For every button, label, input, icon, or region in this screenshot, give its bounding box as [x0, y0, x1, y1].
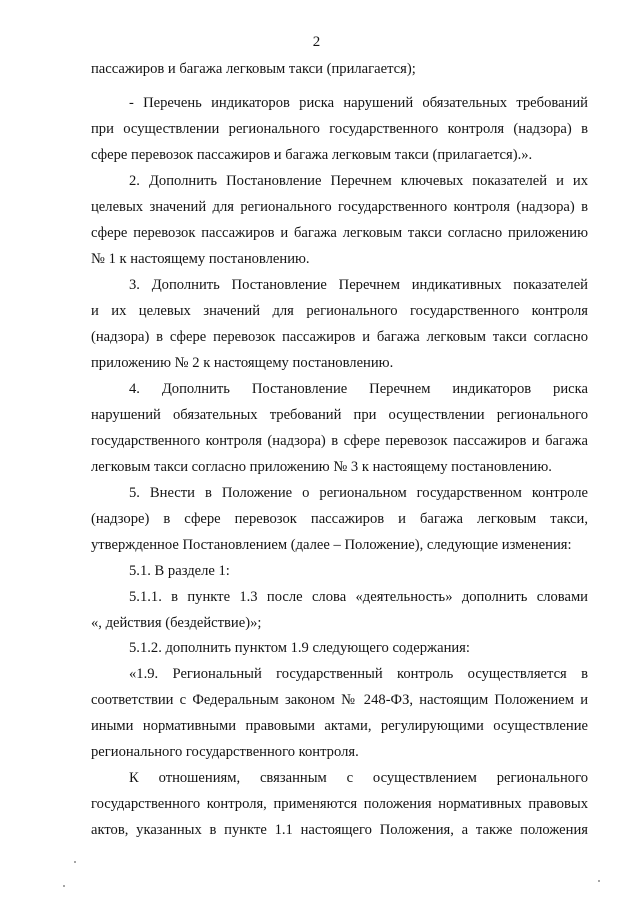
text-line: 5.1.2. дополнить пунктом 1.9 следующего содержания:	[129, 640, 470, 656]
text-line: иными нормативными правовыми актами, регулирующими осуществление	[91, 719, 588, 734]
text-line: и их целевых значений для регионального государственного контроля	[91, 304, 588, 319]
text-line: «, действия (бездействие)»;	[91, 615, 262, 631]
text-line: сфере перевозок пассажиров и багажа легковым такси согласно приложению	[91, 226, 588, 241]
text-line: государственного контроля, применяются положения нормативных правовых	[91, 797, 588, 812]
text-line: 3. Дополнить Постановление Перечнем индикативных показателей	[129, 278, 588, 293]
text-line: «1.9. Региональный государственный контроль осуществляется в	[129, 667, 588, 682]
text-line: 5.1. В разделе 1:	[129, 563, 230, 579]
text-line: при осуществлении регионального государственного контроля (надзора) в	[91, 122, 588, 137]
text-line: (надзора) в сфере перевозок пассажиров и багажа легковым такси согласно	[91, 330, 588, 345]
text-line: пассажиров и багажа легковым такси (прилагается);	[91, 61, 416, 77]
scan-speck	[63, 885, 65, 887]
scan-speck	[74, 861, 76, 863]
text-line: № 1 к настоящему постановлению.	[91, 251, 310, 267]
text-line: актов, указанных в пункте 1.1 настоящего Положения, а также положения	[91, 823, 588, 838]
page-number: 2	[312, 34, 321, 50]
text-line: соответствии с Федеральным законом № 248-ФЗ, настоящим Положением и	[91, 693, 588, 708]
text-line: нарушений обязательных требований при осуществлении регионального	[91, 408, 588, 423]
text-line: 5. Внести в Положение о региональном государственном контроле	[129, 486, 588, 501]
text-line: государственного контроля (надзора) в сфере перевозок пассажиров и багажа	[91, 434, 588, 449]
text-line: 4. Дополнить Постановление Перечнем индикаторов риска	[129, 382, 588, 397]
text-line: 2. Дополнить Постановление Перечнем ключевых показателей и их	[129, 174, 588, 189]
text-line: утвержденное Постановлением (далее – Положение), следующие изменения:	[91, 537, 572, 553]
text-line: приложению № 2 к настоящему постановлению.	[91, 355, 394, 371]
scan-speck	[598, 880, 600, 882]
text-line: (надзоре) в сфере перевозок пассажиров и багажа легковым такси,	[91, 512, 588, 527]
text-line: сфере перевозок пассажиров и багажа легковым такси (прилагается).».	[91, 147, 533, 163]
text-line: целевых значений для регионального государственного контроля (надзора) в	[91, 200, 588, 215]
text-line: К отношениям, связанным с осуществлением регионального	[129, 771, 588, 786]
text-line: 5.1.1. в пункте 1.3 после слова «деятельность» дополнить словами	[129, 590, 588, 605]
text-line: регионального государственного контроля.	[91, 744, 359, 760]
text-line: легковым такси согласно приложению № 3 к настоящему постановлению.	[91, 459, 552, 475]
text-line: - Перечень индикаторов риска нарушений обязательных требований	[129, 96, 588, 111]
